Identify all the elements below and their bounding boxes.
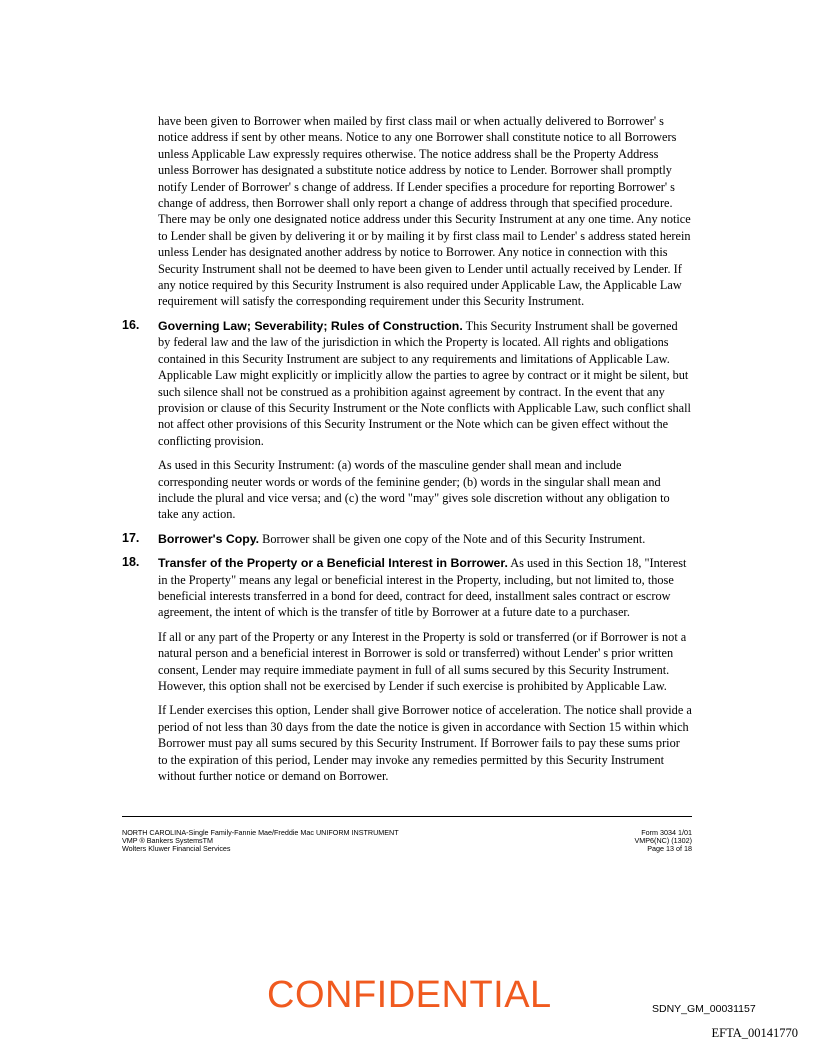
section-heading: Borrower's Copy. (158, 531, 260, 546)
footer-divider (122, 816, 692, 817)
footer-page-number: Page 13 of 18 (647, 844, 692, 853)
section-heading: Governing Law; Severability; Rules of Construction. (158, 318, 463, 333)
section-paragraph (158, 318, 692, 449)
section-number: 18. (122, 555, 140, 570)
efta-number: EFTA_00141770 (711, 1026, 798, 1040)
footer-form-number: Form 3034 1/01 (641, 828, 692, 837)
section-number: 17. (122, 530, 140, 545)
continuation-paragraph: have been given to Borrower when mailed by first class mail or when actually delivered to Borrower' s notice address if sent by other means. Notice to any one Borrower shall constitute notice to all Borrowers unless Applicable Law expressly requires otherwise. The notice address shall be the Property Address unless Borrower has designated a substitute notice address by notice to Lender. Borrower shall promptly notify Lender of Borrower' s change of address. If Lender specifies a procedure for reporting Borrower' s change of address, then Borrower shall only report a change of address through that specified procedure. There may be only one designated notice address under this Security Instrument at any one time. Any notice to Lender shall be given by delivering it or by mailing it by first class mail to Lender' s address stated herein unless Lender has designated another address by notice to Borrower. Any notice in connection with this Security Instrument shall not be deemed to have been given to Lender until actually received by Lender. If any notice required by this Security Instrument is also required under Applicable Law, the Applicable Law requirement will satisfy the corresponding requirement under this Security Instrument. (158, 114, 691, 309)
section-body: As used in this Section 18, "Interest in the Property" means any legal or beneficial interest in the Property, including, but not limited to, those beneficial interests transferred in a bond for deed, contract for deed, installment sales contract or escrow agreement, the intent of which is the transfer of title by Borrower at a future date to a purchaser. (158, 556, 687, 620)
footer-right (634, 829, 692, 853)
section-paragraph (158, 555, 692, 621)
footer-form-title: NORTH CAROLINA-Single Family-Fannie Mae/Freddie Mac UNIFORM INSTRUMENT (122, 828, 399, 837)
section-number: 16. (122, 317, 140, 332)
document-body (122, 113, 692, 784)
section-18-subparagraph: If Lender exercises this option, Lender shall give Borrower notice of acceleration. The notice shall provide a period of not less than 30 days from the date the notice is given in accordance with Section 15 within which Borrower must pay all sums secured by this Security Instrument. If Borrower fails to pay these sums prior to the expiration of this period, Lender may invoke any remedies permitted by this Security Instrument without further notice or demand on Borrower. (158, 703, 692, 784)
bates-number: SDNY_GM_00031157 (652, 1003, 756, 1015)
footer-left (122, 829, 399, 853)
section-paragraph (158, 531, 692, 547)
footer-vendor: VMP ® Bankers SystemsTM (122, 836, 214, 845)
section-18 (122, 555, 692, 621)
section-body: Borrower shall be given one copy of the Note and of this Security Instrument. (262, 531, 646, 546)
section-16-subparagraph: As used in this Security Instrument: (a) words of the masculine gender shall mean and include corresponding neuter words or words of the feminine gender; (b) words in the singular shall mean and include the plural and vice versa; and (c) the word "may" gives sole discretion without any obligation to take any action. (158, 458, 670, 522)
footer-vmp-code: VMP6(NC) (1302) (634, 836, 692, 845)
confidential-stamp: CONFIDENTIAL (267, 974, 552, 1016)
section-18-subparagraph: If all or any part of the Property or any Interest in the Property is sold or transferred (or if Borrower is not a natural person and a beneficial interest in Borrower is sold or transferred) without Lender' s prior written consent, Lender may require immediate payment in full of all sums secured by this Security Instrument. However, this option shall not be exercised by Lender if such exercise is prohibited by Applicable Law. (158, 629, 687, 693)
footer-publisher: Wolters Kluwer Financial Services (122, 844, 231, 853)
section-16 (122, 318, 692, 449)
section-body: This Security Instrument shall be governed by federal law and the law of the jurisdiction in which the Property is located. All rights and obligations contained in this Security Instrument are subject to any requirements and limitations of Applicable Law. Applicable Law might explicitly or implicitly allow the parties to agree by contract or it might be silent, but such silence shall not be construed as a prohibition against agreement by contract. In the event that any provision or clause of this Security Instrument or the Note conflicts with Applicable Law, such conflict shall not affect other provisions of this Security Instrument or the Note which can be given effect without the conflicting provision. (158, 318, 691, 448)
section-heading: Transfer of the Property or a Beneficial Interest in Borrower. (158, 556, 508, 571)
section-17 (122, 531, 692, 547)
